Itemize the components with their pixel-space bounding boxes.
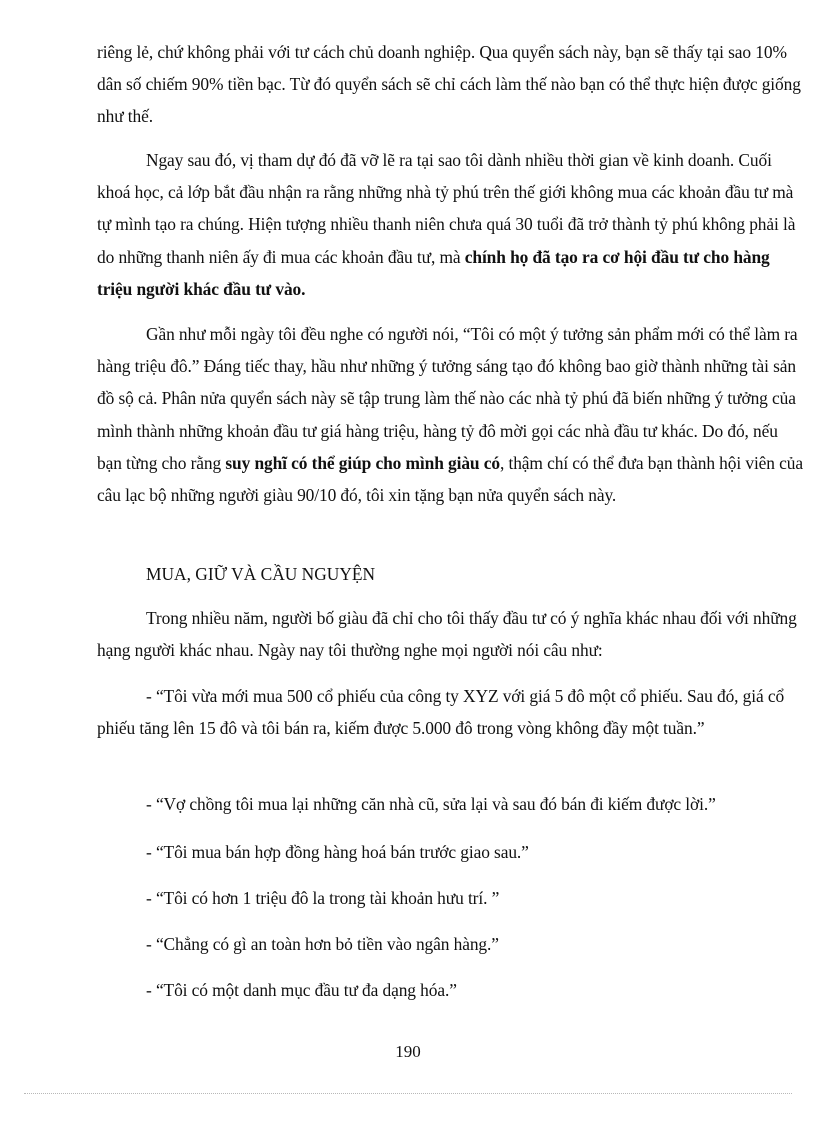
paragraph-3-bold: suy nghĩ có thể giúp cho mình giàu có [225,452,500,473]
quote-item: - “Tôi mua bán hợp đồng hàng hoá bán trước giao sau.” [146,842,529,862]
paragraph-4-block [97,602,805,666]
paragraph-3-block [97,318,805,511]
quote-item: - “Vợ chồng tôi mua lại những căn nhà cũ, sửa lại và sau đó bán đi kiếm được lời.” [146,794,716,814]
footer-divider [24,1093,792,1094]
paragraph-1: riêng lẻ, chứ không phải với tư cách chủ doanh nghiệp. Qua quyển sách này, bạn sẽ thấy tại sao 10% dân số chiếm 90% tiền bạc. Từ đó quyển sách sẽ chỉ cách làm thế nào bạn có thể thực hiện được giống như thế. [97,42,801,127]
section-heading: MUA, GIỮ VÀ CẦU NGUYỆN [146,564,376,584]
quote-item: - “Chẳng có gì an toàn hơn bỏ tiền vào ngân hàng.” [146,934,499,954]
paragraph-3 [97,318,805,511]
paragraph-2 [97,144,805,305]
quote-item: - “Tôi vừa mới mua 500 cổ phiếu của công ty XYZ với giá 5 đô một cổ phiếu. Sau đó, giá cổ phiếu tăng lên 15 đô và tôi bán ra, kiếm được 5.000 đô trong vòng không đầy một tuần.” [97,686,785,739]
quote-5-block [97,928,805,960]
paragraph-2-lead: Ngay sau đó, vị tham dự đó đã vỡ lẽ ra tại sao tôi dành nhiều thời gian về kinh doanh. Cuối khoá học, cả lớp bắt đầu nhận ra rằng những nhà tỷ phú trên thế giới không mua các khoản đầu tư mà tự mình tạo ra chúng. Hiện tượng nhiều thanh niên chưa quá 30 tuổi đã trở thành tỷ phú không phải là do những thanh niên ấy đi mua các khoản đầu tư, mà [97,150,796,267]
paragraph-4: Trong nhiều năm, người bố giàu đã chỉ cho tôi thấy đầu tư có ý nghĩa khác nhau đối với những hạng người khác nhau. Ngày nay tôi thường nghe mọi người nói câu như: [97,608,797,661]
paragraph-3-tail: , thậm chí có thể đưa bạn thành hội viên của câu lạc bộ những người giàu 90/10 đó, tôi xin tặng bạn nửa quyển sách này. [97,452,803,506]
paragraph-2-bold: chính họ đã tạo ra cơ hội đầu tư cho hàng triệu người khác đầu tư vào. [97,246,770,299]
paragraph-2-block [97,144,805,305]
quote-item: - “Tôi có một danh mục đầu tư đa dạng hóa.” [146,980,457,1000]
quote-4-block [97,882,805,914]
quote-item: - “Tôi có hơn 1 triệu đô la trong tài khoản hưu trí. ” [146,888,500,908]
quote-1-block [97,680,805,744]
paragraph-3-lead: Gần như mỗi ngày tôi đều nghe có người nói, “Tôi có một ý tưởng sản phẩm mới có thể làm ra hàng triệu đô.” Đáng tiếc thay, hầu như những ý tưởng sáng tạo đó không bao giờ thành những tài sản đồ sộ cả. Phân nửa quyển sách này sẽ tập trung làm thế nào các nhà tỷ phú đã biến những ý tưởng của mình thành những khoản đầu tư giá hàng triệu, hàng tỷ đô mời gọi các nhà đầu tư khác. Do đó, nếu bạn từng cho rằng [97,324,798,473]
page-number: 190 [395,1042,421,1061]
quote-6-block [97,974,805,1006]
quote-2-block [97,788,805,820]
quote-3-block [97,836,805,868]
paragraph-continuation [97,36,805,133]
